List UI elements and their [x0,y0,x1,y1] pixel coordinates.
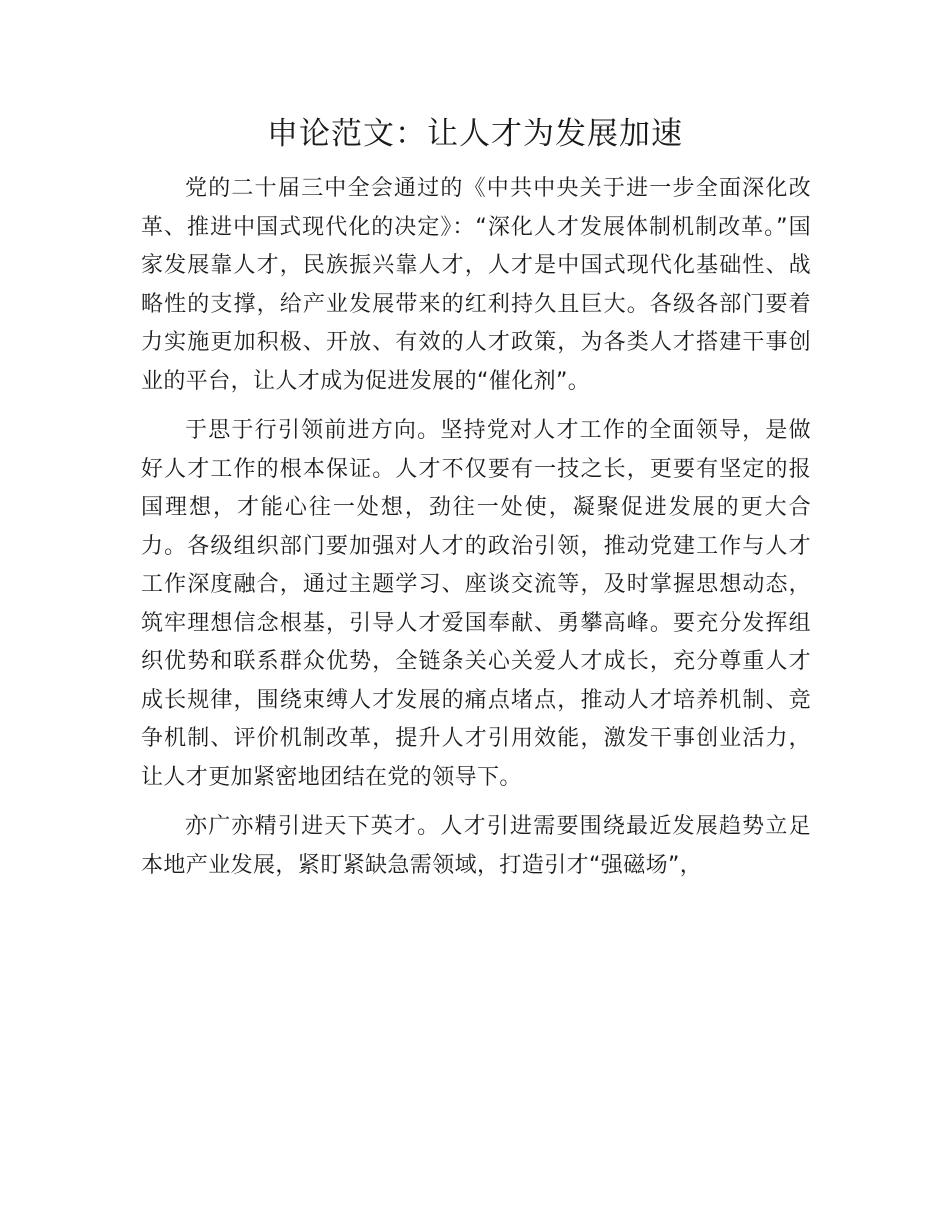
paragraph-3: 亦广亦精引进天下英才。人才引进需要围绕最近发展趋势立足本地产业发展，紧盯紧缺急需领域，打造引才“强磁场”， [141,814,811,878]
document-body [141,170,811,896]
paragraph-1: 党的二十届三中全会通过的《中共中央关于进一步全面深化改革、推进中国式现代化的决定》：“深化人才发展体制机制改革。”国家发展靠人才，民族振兴靠人才，人才是中国式现代化基础性、战略性的支撑，给产业发展带来的红利持久且巨大。各级各部门要着力实施更加积极、开放、有效的人才政策，为各类人才搭建干事创业的平台，让人才成为促进发展的“催化剂”。 [141,176,811,394]
paragraph-2: 于思于行引领前进方向。坚持党对人才工作的全面领导，是做好人才工作的根本保证。人才不仅要有一技之长，更要有坚定的报国理想，才能心往一处想，劲往一处使，凝聚促进发展的更大合力。各级组织部门要加强对人才的政治引领，推动党建工作与人才工作深度融合，通过主题学习、座谈交流等，及时掌握思想动态，筑牢理想信念根基，引导人才爱国奉献、勇攀高峰。要充分发挥组织优势和联系群众优势，全链条关心关爱人才成长，充分尊重人才成长规律，围绕束缚人才发展的痛点堵点，推动人才培养机制、竞争机制、评价机制改革，提升人才引用效能，激发干事创业活力，让人才更加紧密地团结在党的领导下。 [141,418,811,790]
document-title: 申论范文：让人才为发展加速 [267,116,683,152]
